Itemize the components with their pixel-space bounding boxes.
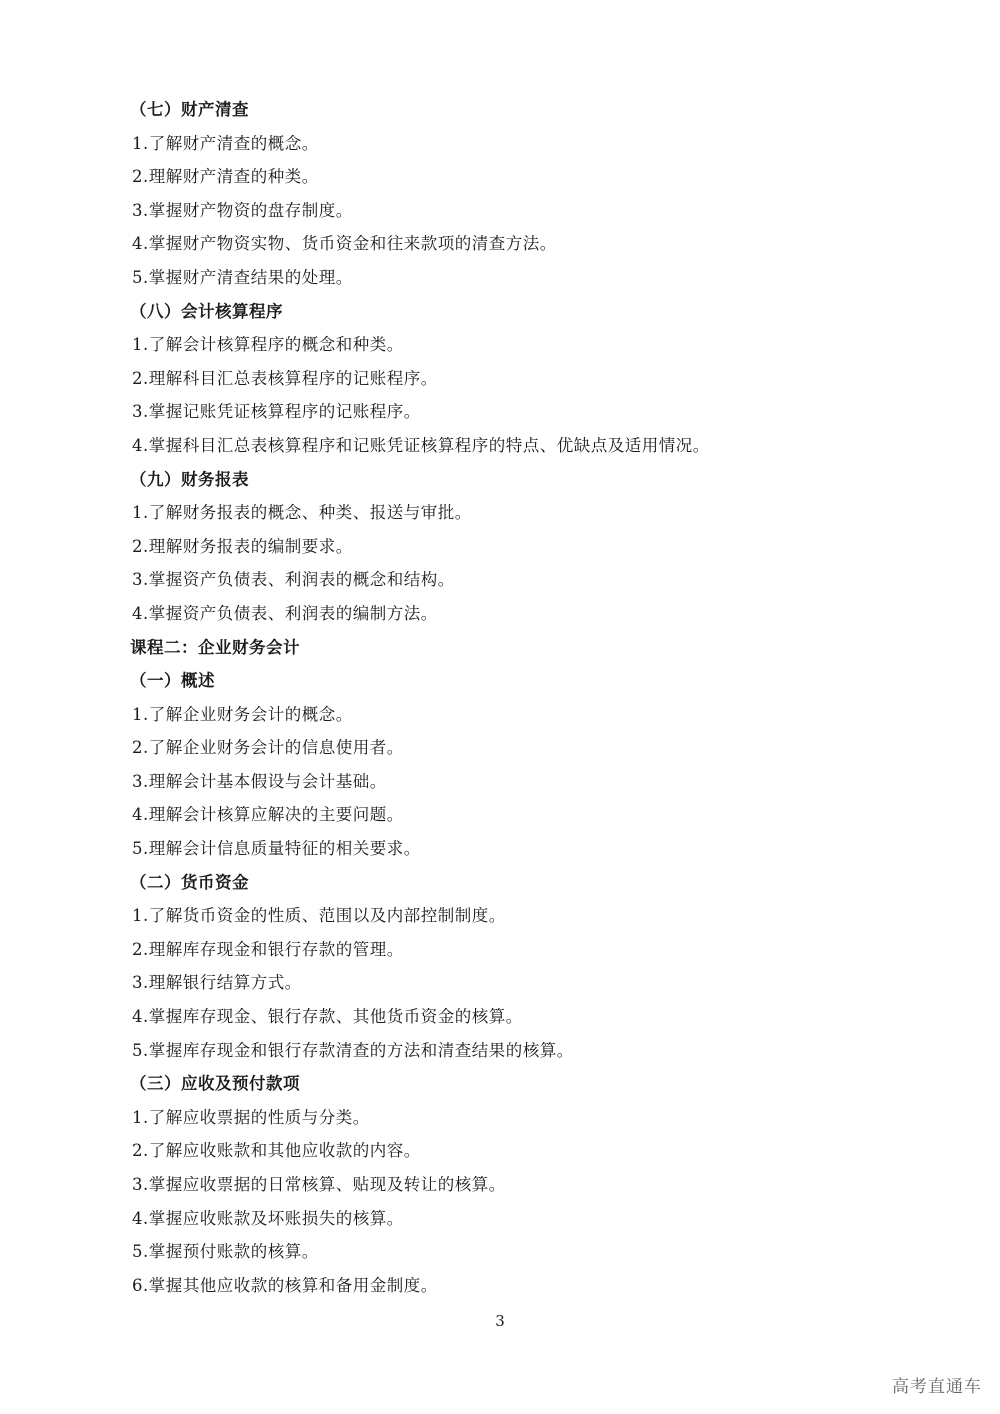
list-item: 6.掌握其他应收款的核算和备用金制度。 [132, 1275, 438, 1295]
list-item: 3.掌握记账凭证核算程序的记账程序。 [132, 402, 421, 422]
section-heading: 课程二：企业财务会计 [130, 637, 300, 657]
list-item: 1.了解财产清查的概念。 [132, 133, 319, 153]
list-item: 2.理解财产清查的种类。 [132, 167, 319, 187]
section-heading: （八）会计核算程序 [130, 301, 283, 321]
list-item: 1.了解会计核算程序的概念和种类。 [132, 335, 404, 355]
watermark-text: 高考直通车 [892, 1377, 982, 1397]
list-item: 2.理解财务报表的编制要求。 [132, 536, 353, 556]
document-body [132, 93, 892, 1302]
list-item: 2.理解库存现金和银行存款的管理。 [132, 939, 404, 959]
list-item: 4.掌握资产负债表、利润表的编制方法。 [132, 603, 438, 623]
list-item: 4.掌握应收账款及坏账损失的核算。 [132, 1208, 404, 1228]
list-item: 1.了解应收票据的性质与分类。 [132, 1107, 370, 1127]
list-item: 3.理解会计基本假设与会计基础。 [132, 771, 387, 791]
list-item: 3.理解银行结算方式。 [132, 973, 302, 993]
list-item: 1.了解企业财务会计的概念。 [132, 704, 353, 724]
section-heading: （一）概述 [130, 671, 215, 691]
list-item: 2.理解科目汇总表核算程序的记账程序。 [132, 368, 438, 388]
list-item: 1.了解财务报表的概念、种类、报送与审批。 [132, 503, 472, 523]
section-heading: （二）货币资金 [130, 872, 249, 892]
list-item: 4.掌握科目汇总表核算程序和记账凭证核算程序的特点、优缺点及适用情况。 [132, 435, 710, 455]
list-item: 5.掌握库存现金和银行存款清查的方法和清查结果的核算。 [132, 1040, 574, 1060]
section-heading: （九）财务报表 [130, 469, 249, 489]
list-item: 5.掌握财产清查结果的处理。 [132, 267, 353, 287]
list-item: 4.掌握库存现金、银行存款、其他货币资金的核算。 [132, 1007, 523, 1027]
list-item: 3.掌握应收票据的日常核算、贴现及转让的核算。 [132, 1175, 506, 1194]
list-item: 2.了解应收账款和其他应收款的内容。 [132, 1141, 421, 1161]
list-item: 3.掌握财产物资的盘存制度。 [132, 200, 353, 220]
list-item: 5.掌握预付账款的核算。 [132, 1242, 319, 1262]
list-item: 5.理解会计信息质量特征的相关要求。 [132, 839, 421, 859]
list-item: 4.理解会计核算应解决的主要问题。 [132, 805, 404, 825]
section-heading: （三）应收及预付款项 [130, 1074, 300, 1094]
list-item: 3.掌握资产负债表、利润表的概念和结构。 [132, 570, 455, 590]
list-item: 4.掌握财产物资实物、货币资金和往来款项的清查方法。 [132, 234, 557, 254]
list-item: 1.了解货币资金的性质、范围以及内部控制制度。 [132, 906, 506, 926]
list-item: 2.了解企业财务会计的信息使用者。 [132, 738, 404, 758]
page-number: 3 [495, 1312, 505, 1330]
section-heading: （七）财产清查 [130, 100, 249, 119]
